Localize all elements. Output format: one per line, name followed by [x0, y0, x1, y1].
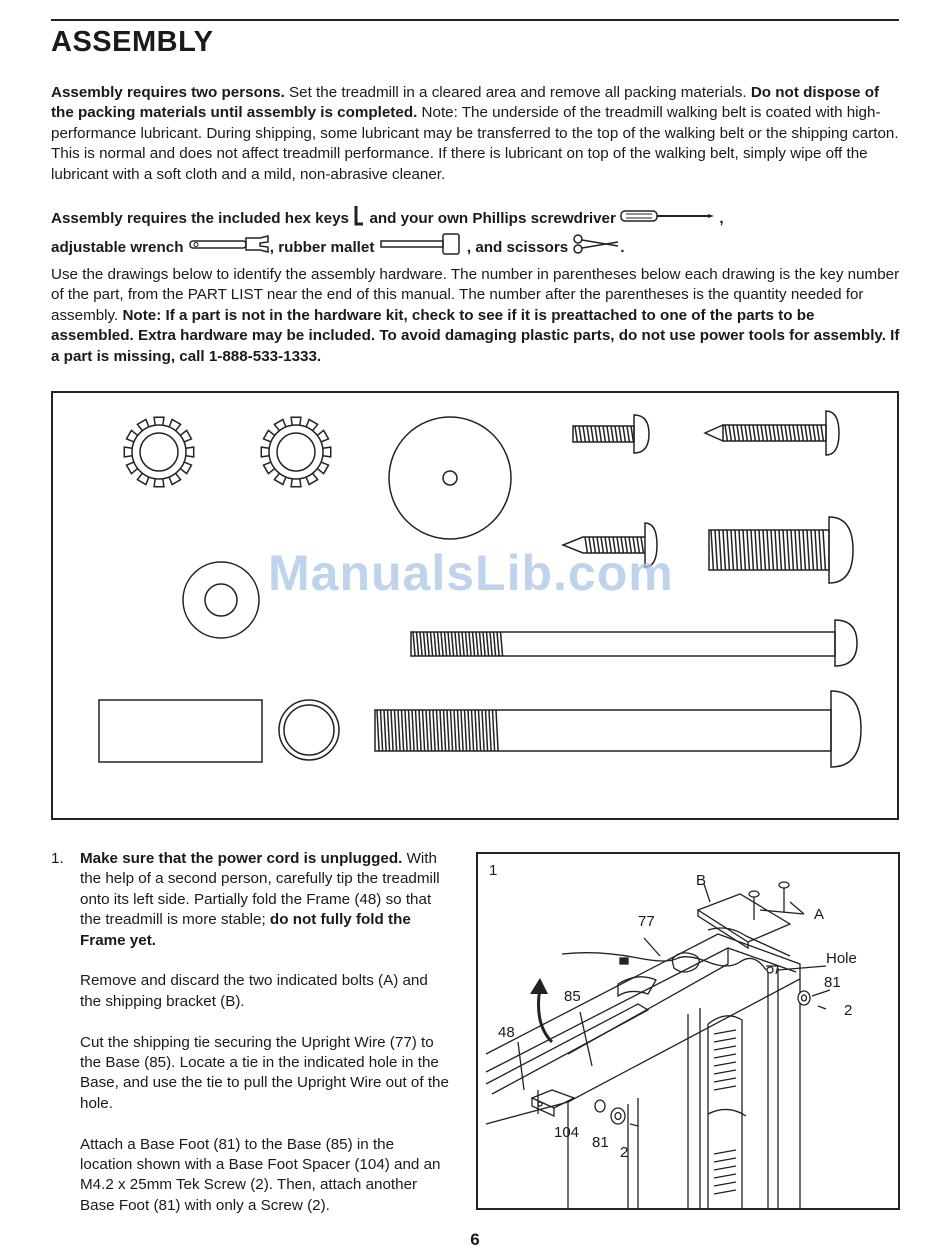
hardware-identification-chart	[51, 391, 899, 820]
base-foot-left	[611, 1108, 625, 1124]
step-1-paragraph-4: Attach a Base Foot (81) to the Base (85) in the location shown with a Base Foot Spacer (104) and an M4.2 x 25mm Tek Screw (2). Then, attach another Base Foot (81) with only a Screw (2).	[80, 1135, 441, 1214]
treadmill-base-illustration	[478, 854, 900, 1210]
star-washer-1	[124, 417, 193, 486]
star-washer-2	[261, 417, 330, 486]
label-85: 85	[564, 988, 581, 1005]
hardware-note-paragraph	[51, 265, 901, 367]
scissors-icon	[572, 234, 620, 260]
large-flat-washer	[389, 417, 511, 539]
wrench-icon	[188, 235, 270, 259]
tools-text-2: and your own Phillips screwdriver	[369, 210, 616, 228]
hardware-drawings	[53, 393, 901, 822]
bolt-long	[411, 620, 857, 666]
label-2-left: 2	[620, 1144, 629, 1161]
tools-text-6: , and scissors	[466, 238, 569, 256]
intro-text-2: Note: The underside of the treadmill walking belt is coated with high-performance lubricant. During shipping, some lubricant may be transferred to the top of the walking belt or the shipping carton. This is normal and does not affect treadmill performance. If there is lubricant on top of the walking belt, simply wipe off the lubricant with a soft cloth and a mild, non-abrasive cleaner.	[51, 104, 899, 183]
step-1-paragraph-3: Cut the shipping tie securing the Upright Wire (77) to the Base (85). Locate a tie in the indicated hole in the Base, and use the tie to pull the Upright Wire out of the hole.	[80, 1033, 449, 1112]
mallet-icon	[379, 233, 463, 261]
hardware-note-bold: Note: If a part is not in the hardware kit, check to see if it is preattached to one of the parts to be assembled. Extra hardware may be included. To avoid damaging plastic parts, do not use power tools for assembly. If a part is missing, call 1-888-533-1333.	[51, 306, 900, 365]
label-a: A	[814, 906, 825, 923]
intro-text-1: Set the treadmill in a cleared area and remove all packing materials.	[284, 84, 751, 101]
tools-text-5: , rubber mallet	[269, 238, 375, 256]
screw-short-1	[573, 415, 649, 453]
label-hole: Hole	[826, 950, 857, 967]
base-foot-right	[798, 991, 810, 1005]
top-rule	[51, 19, 899, 21]
bolt-medium	[709, 517, 853, 583]
step-1-text-1: With the help of a second person, carefully tip the treadmill onto its left side. Partially fold the Frame (48) so that the treadmill is more stable;	[80, 850, 440, 929]
label-b: B	[696, 872, 707, 889]
figure-number: 1	[489, 862, 498, 879]
bolt-extra-long	[375, 691, 861, 767]
step-1-bold-2: do not fully fold the Frame yet.	[80, 911, 411, 949]
step-1-body	[80, 849, 450, 1237]
tools-paragraph	[51, 205, 901, 262]
tools-text-1: Assembly requires the included hex keys	[51, 210, 349, 228]
bolt-a-2	[779, 882, 789, 912]
rectangular-spacer	[99, 700, 262, 762]
step-1-paragraph-1	[80, 849, 450, 951]
base-foot-spacer	[595, 1100, 605, 1112]
label-81-right: 81	[824, 974, 841, 991]
label-2-right: 2	[844, 1002, 853, 1019]
step-1-bold-1: Make sure that the power cord is unplugged.	[80, 850, 403, 867]
spacer-ring	[279, 700, 339, 760]
intro-bold-2: Do not dispose of the packing materials until assembly is completed.	[51, 84, 880, 122]
step-1-paragraph-2: Remove and discard the two indicated bolts (A) and the shipping bracket (B).	[80, 972, 428, 1010]
label-48: 48	[498, 1024, 515, 1041]
label-81-left: 81	[592, 1134, 609, 1151]
tools-text-7: .	[620, 238, 625, 256]
step-number: 1.	[51, 850, 64, 867]
small-washer	[183, 562, 259, 638]
intro-bold-1: Assembly requires two persons.	[51, 84, 285, 101]
tools-text-4: adjustable wrench	[51, 238, 184, 256]
hex-key-icon	[353, 205, 365, 233]
watermark: ManualsLib.com	[268, 545, 674, 601]
label-77: 77	[638, 913, 655, 930]
page-number: 6	[470, 1230, 480, 1249]
page-title: ASSEMBLY	[51, 26, 214, 58]
tek-screw	[705, 411, 839, 455]
intro-paragraph-1	[51, 83, 901, 185]
hardware-note-text: Use the drawings below to identify the assembly hardware. The number in parentheses below each drawing is the key number of the part, from the PART LIST near the end of this manual. The number after the parentheses is the quantity needed for assembly.	[51, 266, 900, 324]
tools-text-3: ,	[719, 210, 724, 228]
figure-1	[476, 852, 900, 1210]
label-104: 104	[554, 1124, 580, 1141]
screwdriver-icon	[620, 208, 715, 230]
